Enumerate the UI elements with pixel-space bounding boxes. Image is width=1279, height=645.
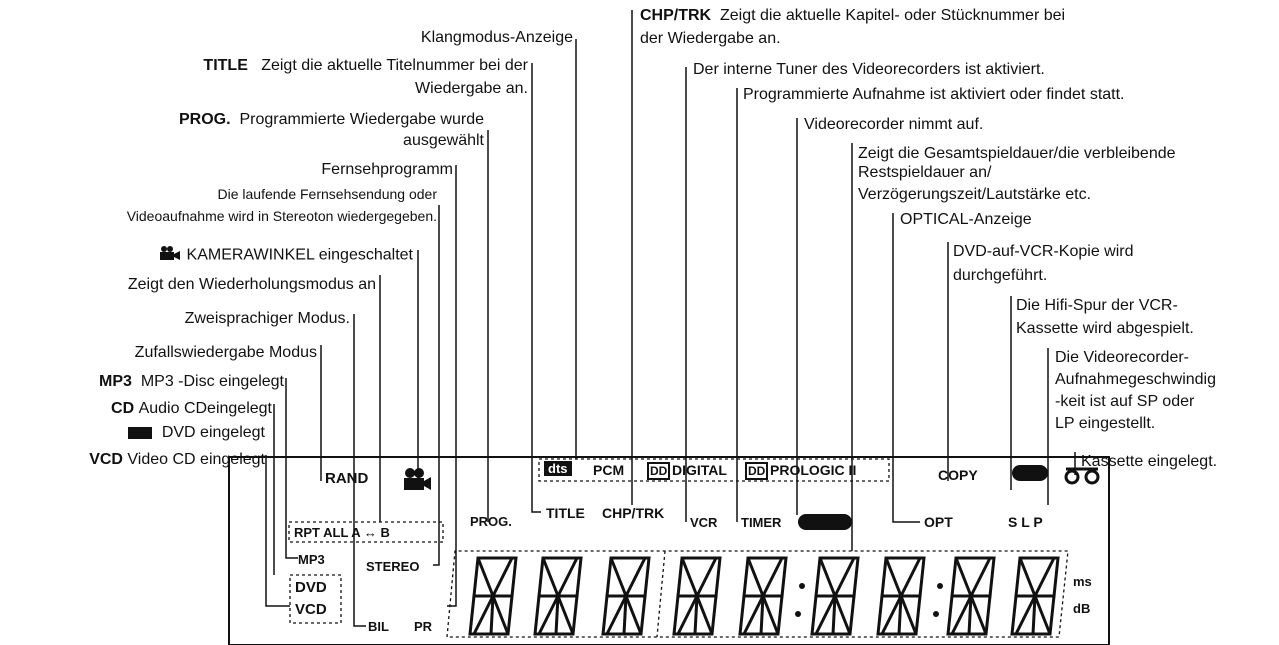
digit-7 — [878, 558, 924, 634]
disp-slp: S L P — [1008, 514, 1043, 530]
label-klangmodus: Klangmodus-Anzeige — [420, 29, 573, 46]
disp-bil: BIL — [368, 619, 389, 634]
label-repeat: Zeigt den Wiederholungsmodus an — [127, 276, 376, 293]
label-zeit-1: Zeigt die Gesamtspieldauer/die verbleibende — [858, 145, 1176, 162]
label-timer: Programmierte Aufnahme ist aktiviert oder findet statt. — [743, 86, 1125, 103]
label-chptrk-line2: der Wiedergabe an. — [640, 30, 781, 47]
label-optical: OPTICAL-Anzeige — [900, 211, 1032, 228]
label-title-key: TITLE — [203, 57, 248, 74]
label-tuner: Der interne Tuner des Videorecorders ist aktiviert. — [693, 61, 1045, 78]
disp-timer: TIMER — [741, 515, 782, 530]
digit-1 — [470, 558, 516, 634]
label-speed-3: -keit ist auf SP oder — [1055, 393, 1195, 410]
disp-rpt-arrow: ↔ — [363, 525, 377, 540]
disp-stereo: STEREO — [366, 559, 420, 574]
label-rec: Videorecorder nimmt auf. — [804, 116, 984, 133]
disp-digital: DIGITAL — [672, 462, 727, 478]
disp-prog: PROG. — [470, 514, 512, 529]
label-dvd-text: DVD eingelegt — [161, 424, 265, 441]
label-chptrk-text: Zeigt die aktuelle Kapitel- oder Stücknummer bei — [720, 7, 1066, 24]
label-mp3-text: MP3 -Disc eingelegt — [140, 373, 284, 390]
disp-dvd: DVD — [295, 579, 327, 596]
digit-3 — [603, 558, 649, 634]
label-vcd-key: VCD — [89, 451, 123, 468]
disp-vcd: VCD — [295, 601, 327, 618]
label-hifi-1: Die Hifi-Spur der VCR- — [1016, 297, 1178, 314]
disp-rpt-text: RPT ALL A — [294, 525, 361, 540]
label-zeit-2: Restspieldauer an/ — [858, 164, 992, 181]
label-rand: Zufallswiedergabe Modus — [134, 344, 317, 361]
disp-rpt-b: B — [380, 525, 390, 540]
label-fernseh: Fernsehprogramm — [321, 161, 453, 178]
label-prog-text: Programmierte Wiedergabe wurde — [239, 111, 484, 128]
disp-pcm: PCM — [593, 462, 625, 478]
label-stereo-1: Die laufende Fernsehsendung oder — [217, 186, 437, 202]
label-mp3-key: MP3 — [99, 373, 132, 390]
disp-dd-1: DD — [647, 462, 670, 480]
digit-4 — [674, 558, 720, 634]
disp-pr: PR — [414, 619, 433, 634]
disp-prologic: PROLOGIC II — [770, 462, 857, 478]
disp-rand: RAND — [325, 470, 369, 487]
digit-2 — [535, 558, 581, 634]
label-copy-2: durchgeführt. — [953, 267, 1048, 284]
disp-vcr: VCR — [690, 515, 718, 530]
disp-db: dB — [1073, 601, 1091, 616]
label-title-line2: Wiedergabe an. — [415, 80, 528, 97]
label-cd-text: Audio CDeingelegt — [138, 400, 272, 417]
label-speed-2: Aufnahmegeschwindig — [1055, 371, 1216, 388]
disp-dts: dts — [544, 461, 572, 476]
disp-ms: ms — [1073, 574, 1092, 589]
disp-mp3: MP3 — [298, 552, 325, 567]
label-prog-line2: ausgewählt — [403, 132, 484, 149]
label-vcd-text: Video CD eingelegt — [127, 451, 265, 468]
label-hifi-2: Kassette wird abgespielt. — [1016, 320, 1194, 337]
disp-chptrk: CHP/TRK — [602, 505, 665, 521]
disp-dd-2: DD — [745, 462, 768, 480]
label-speed-1: Die Videorecorder- — [1055, 349, 1189, 366]
disp-opt: OPT — [924, 514, 953, 530]
label-prog-key: PROG. — [179, 111, 231, 128]
label-cd-key: CD — [111, 400, 135, 417]
digit-5 — [740, 558, 786, 634]
label-speed-4: LP eingestellt. — [1055, 415, 1156, 432]
digit-6 — [812, 558, 858, 634]
label-chptrk-key: CHP/TRK — [640, 7, 712, 24]
digit-9 — [1012, 558, 1058, 634]
label-kamera-text: KAMERAWINKEL eingeschaltet — [186, 246, 413, 264]
label-bil: Zweisprachiger Modus. — [184, 310, 350, 327]
label-stereo-2: Videoaufnahme wird in Stereoton wiedergegeben. — [126, 208, 437, 224]
label-title-text: Zeigt die aktuelle Titelnummer bei der — [261, 57, 528, 74]
disp-title: TITLE — [546, 505, 585, 521]
label-cassette: Kassette eingelegt. — [1081, 453, 1218, 470]
label-zeit-3: Verzögerungszeit/Lautstärke etc. — [858, 186, 1092, 203]
digit-8 — [948, 558, 994, 634]
label-copy-1: DVD-auf-VCR-Kopie wird — [953, 243, 1134, 260]
disp-copy: COPY — [938, 467, 978, 483]
